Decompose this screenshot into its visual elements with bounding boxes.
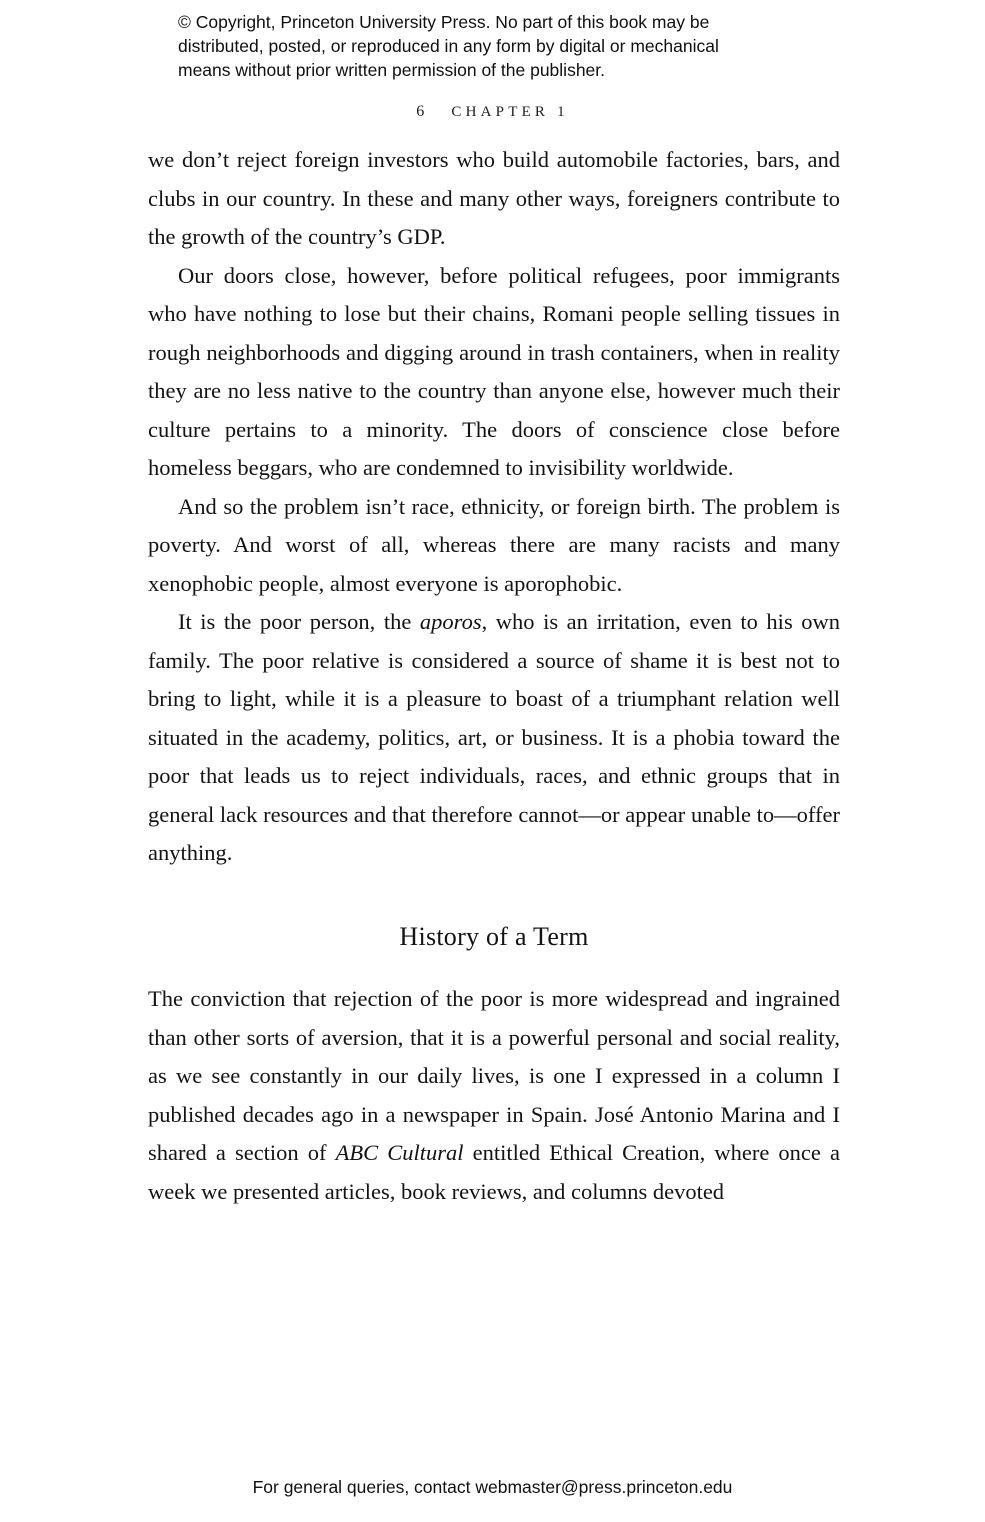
copyright-line: means without prior written permission of the publisher.	[178, 60, 606, 80]
text-run: It is the poor person, the	[178, 609, 420, 634]
paragraph	[148, 603, 840, 873]
text-run: Our doors close, however, before political refugees, poor immigrants who have nothing to lose but their chains, Romani people selling tissues in rough neighborhoods and digging around in trash containers, when in reality they are no less native to the country than anyone else, however much their culture pertains to a minority. The doors of conscience close before homeless beggars, who are condemned to invisibility worldwide.	[148, 262, 840, 480]
text-run: And so the problem isn’t race, ethnicity, or foreign birth. The problem is poverty. And worst of all, whereas there are many racists and many xenophobic people, almost everyone is aporophobic.	[148, 493, 840, 596]
paragraph	[148, 488, 840, 604]
text-run: we don’t reject foreign investors who build automobile factories, bars, and clubs in our country. In these and many other ways, foreigners contribute to the growth of the country’s GDP.	[148, 147, 840, 249]
copyright-line: distributed, posted, or reproduced in any form by digital or mechanical	[178, 36, 719, 56]
italic-phrase: aporos	[419, 609, 482, 634]
text-run: , who is an irritation, even to his own family. The poor relative is considered a source of shame it is best not to bring to light, while it is a pleasure to boast of a triumphant relation well situated in the academy, politics, art, or business. It is a phobia toward the poor that leads us to reject individuals, races, and ethnic groups that in general lack resources and that therefore cannot—or appear unable to—offer anything.	[148, 609, 840, 865]
section-heading: History of a Term	[399, 921, 589, 951]
italic-phrase: ABC Cultural	[335, 1140, 464, 1165]
paragraph	[148, 257, 840, 488]
paragraph	[148, 141, 840, 257]
page-number: 6	[416, 103, 426, 120]
running-head	[0, 103, 985, 121]
footer-contact: For general queries, contact webmaster@press.princeton.edu	[252, 1477, 733, 1497]
chapter-label: CHAPTER 1	[451, 104, 569, 120]
copyright-line: © Copyright, Princeton University Press. No part of this book may be	[178, 12, 710, 32]
body-text	[148, 141, 840, 1211]
text-run: The conviction that rejection of the poor is more widespread and ingrained than other sorts of aversion, that it is a powerful personal and social reality, as we see constantly in our daily lives, is one I expressed in a column I published decades ago in a newspaper in Spain. José Antonio Marina and I shared a section of	[148, 986, 840, 1165]
paragraph	[148, 980, 840, 1211]
copyright-notice	[178, 10, 719, 82]
text-run: entitled Ethical Creation, where once a week we presented articles, book reviews, and columns devoted	[148, 1140, 841, 1204]
